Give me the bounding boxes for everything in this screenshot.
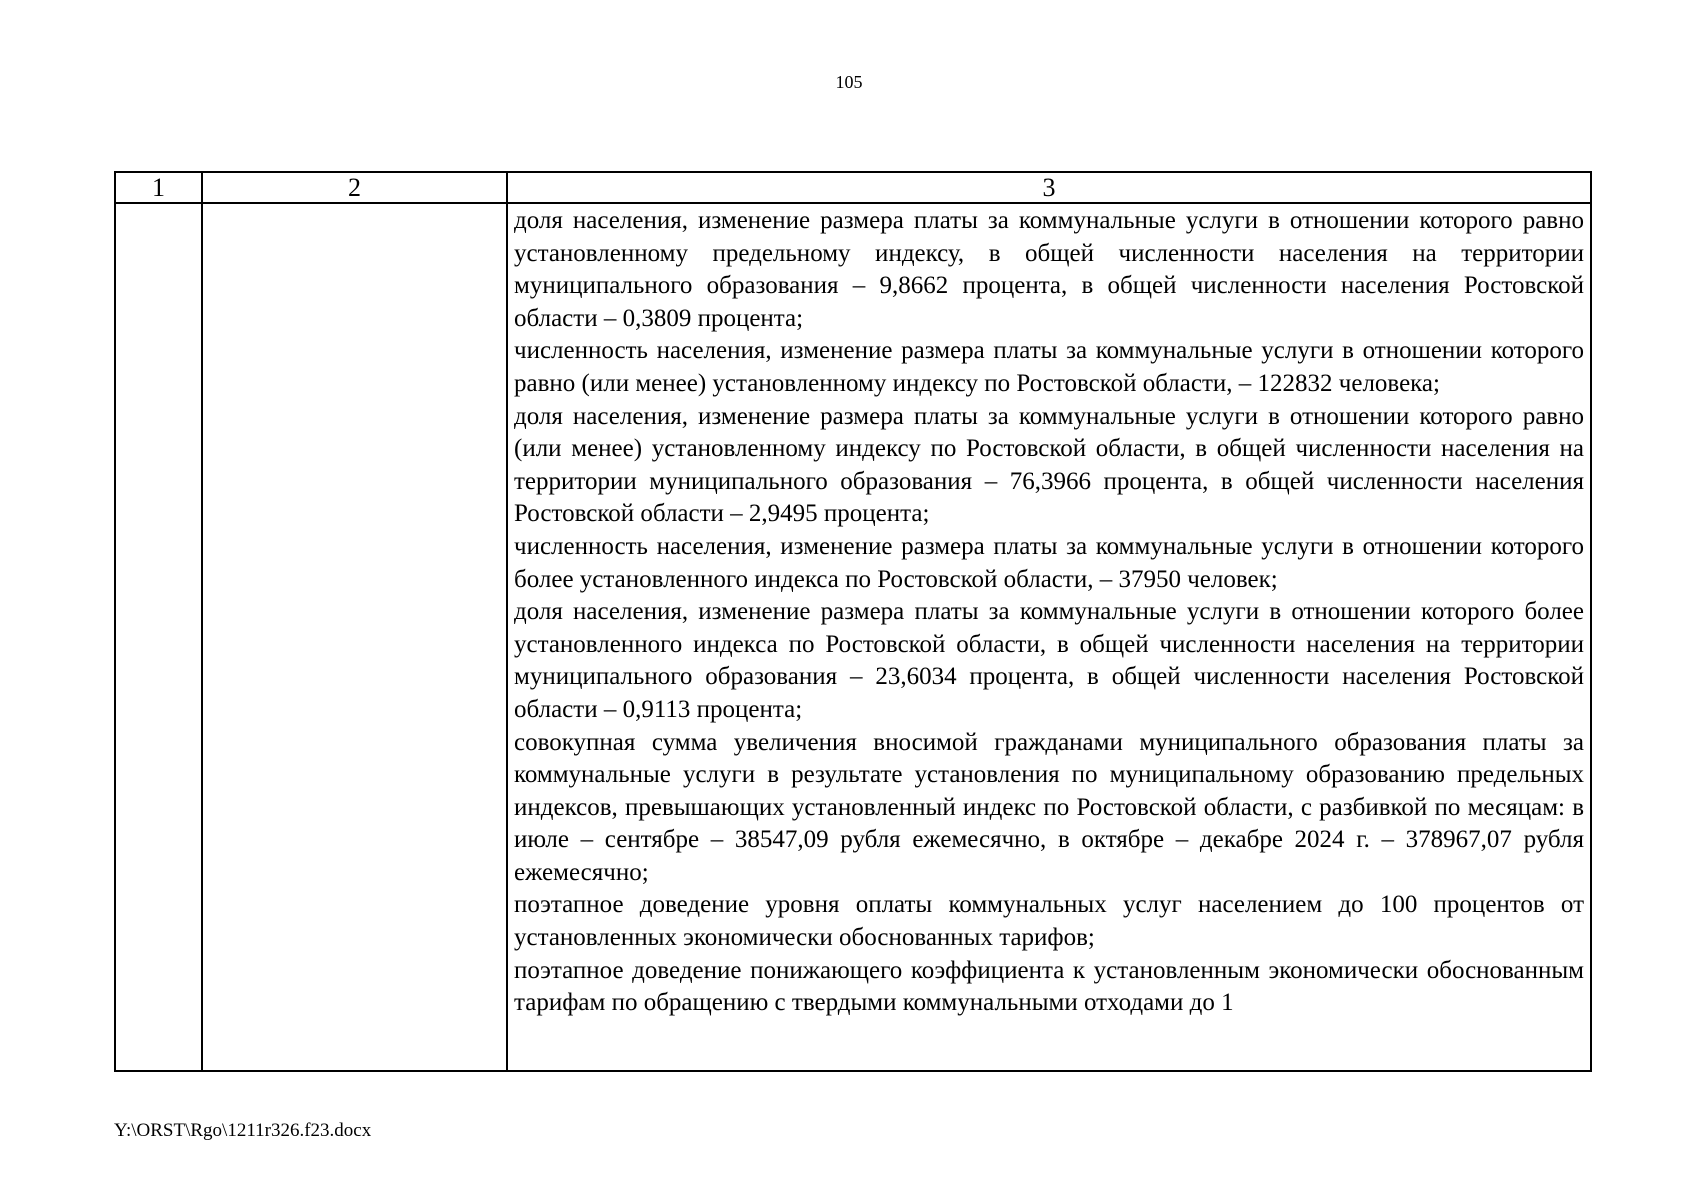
paragraph-gradual-payment-level: поэтапное доведение уровня оплаты коммунальных услуг населением до 100 процентов от установленных экономически обоснованных тарифов; <box>514 891 1584 952</box>
footer-file-path: Y:\ORST\Rgo\1211r326.f23.docx <box>114 1120 372 1141</box>
paragraph-total-payment-increase: совокупная сумма увеличения вносимой гражданами муниципального образования платы за коммунальные услуги в результате установления по муниципальному образованию предельных индексов, превышающих установленный индекс по Ростовской области, с разбивкой по месяцам: в июле – сентябре – 38547,09 рубля ежемесячно, в октябре – декабре 2024 г. – 378967,07 рубля ежемесячно; <box>514 728 1584 886</box>
table-cell-col3 <box>507 203 1591 1071</box>
table-row <box>115 203 1591 1071</box>
column-header-3: 3 <box>507 172 1591 203</box>
column-header-2: 2 <box>202 172 507 203</box>
table-cell-col1 <box>115 203 202 1071</box>
paragraph-population-count-more: численность населения, изменение размера платы за коммунальные услуги в отношении которого более установленного индекса по Ростовской области, – 37950 человек; <box>514 532 1584 593</box>
paragraph-gradual-coefficient: поэтапное доведение понижающего коэффициента к установленным экономически обоснованным тарифам по обращению с твердыми коммунальными отходами до 1 <box>514 956 1584 1017</box>
document-table <box>114 171 1592 1072</box>
paragraph-population-share-limit: доля населения, изменение размера платы за коммунальные услуги в отношении которого равно установленному предельному индексу, в общей численности населения на территории муниципального образования – 9,8662 процента, в общей численности населения Ростовской области – 0,3809 процента; <box>514 207 1584 332</box>
column-header-1: 1 <box>115 172 202 203</box>
page-number: 105 <box>835 72 863 92</box>
cell-text-block <box>508 204 1590 1020</box>
table-header-row <box>115 172 1591 203</box>
table-cell-col2 <box>202 203 507 1071</box>
paragraph-population-count-equal-or-less: численность населения, изменение размера платы за коммунальные услуги в отношении которого равно (или менее) установленному индексу по Ростовской области, – 122832 человека; <box>514 337 1584 397</box>
paragraph-population-share-more: доля населения, изменение размера платы за коммунальные услуги в отношении которого более установленного индекса по Ростовской области, в общей численности населения на территории муниципального образования – 23,6034 процента, в общей численности населения Ростовской области – 0,9113 процента; <box>514 598 1584 723</box>
paragraph-population-share-equal-or-less: доля населения, изменение размера платы за коммунальные услуги в отношении которого равно (или менее) установленному индексу по Ростовской области, в общей численности населения на территории муниципального образования – 76,3966 процента, в общей численности населения Ростовской области – 2,9495 процента; <box>514 402 1584 528</box>
